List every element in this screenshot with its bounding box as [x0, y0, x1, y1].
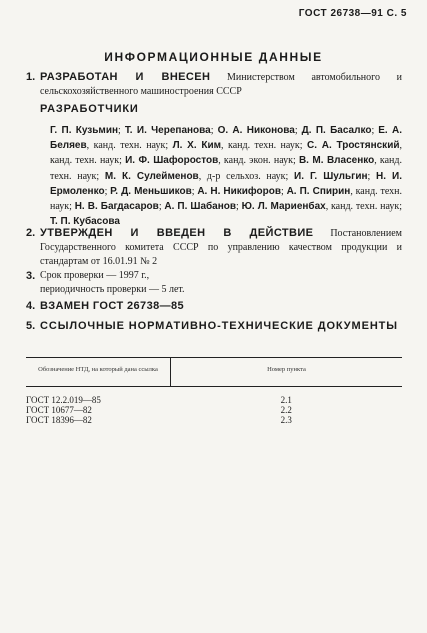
section-2 — [26, 226, 402, 269]
developer-title: , канд. техн. наук; — [50, 155, 402, 182]
developer-name: Р. Д. Меньшиков — [110, 185, 192, 197]
section-3 — [26, 269, 402, 297]
developer-name: И. Ф. Шафоростов — [125, 155, 219, 167]
cell-item: 2.1 — [280, 395, 292, 405]
section-3-line-1: Срок проверки — 1997 г., — [40, 270, 150, 281]
developer-title: ; — [294, 125, 302, 136]
section-2-number: 2. — [26, 227, 36, 239]
section-5-number: 5. — [26, 320, 36, 332]
table-row — [26, 405, 402, 415]
cell-item: 2.2 — [280, 405, 292, 415]
table-header-row — [26, 358, 402, 387]
section-2-heading: УТВЕРЖДЕН И ВВЕДЕН В ДЕЙСТВИЕ — [40, 227, 314, 239]
section-4-heading: ВЗАМЕН ГОСТ 26738—85 — [40, 300, 185, 312]
developer-name: В. М. Власенко — [298, 155, 375, 167]
section-3-number: 3. — [26, 270, 36, 282]
developer-name: Т. П. Кубасова — [50, 216, 120, 228]
section-1-text: Министерством автомобильного и сельскохозяйственного машиностроения СССР — [40, 72, 402, 97]
developer-title: ; — [281, 185, 287, 197]
developer-title: ; — [371, 125, 379, 136]
section-3-line-2: периодичность проверки — 5 лет. — [40, 284, 185, 295]
column-header-document: Обозначение НТД, на который дана ссылка — [26, 358, 171, 387]
developer-title: ; — [191, 185, 198, 197]
section-4 — [26, 299, 402, 314]
section-4-body — [40, 299, 402, 314]
developer-title: , канд. техн. наук; — [50, 185, 402, 213]
developer-name: Н. В. Багдасаров — [74, 201, 159, 213]
developer-title: ; — [104, 185, 111, 197]
developer-name: О. А. Никонова — [217, 125, 295, 136]
developer-title: , д-р сельхоз. наук; — [198, 170, 295, 182]
developer-title: ; — [158, 201, 165, 213]
cell-document: ГОСТ 12.2.019—85 — [26, 395, 101, 405]
developers-list — [50, 123, 402, 229]
developer-name: Л. Х. Ким — [172, 140, 222, 152]
developer-name: С. А. Тростянский — [306, 140, 400, 152]
developer-name: Н. И. Ермоленко — [50, 170, 402, 197]
developer-title: ; — [367, 170, 377, 182]
section-1 — [26, 70, 402, 99]
developer-name: Т. И. Черепанова — [124, 125, 211, 136]
cell-document: ГОСТ 10677—82 — [26, 405, 92, 415]
section-5-heading: ССЫЛОЧНЫЕ НОРМАТИВНО-ТЕХНИЧЕСКИЕ ДОКУМЕНТЫ — [40, 320, 398, 332]
developer-name: И. Г. Шульгин — [294, 170, 368, 182]
developer-name: А. П. Спирин — [286, 185, 351, 197]
developer-title: , канд. техн. наук; — [221, 140, 307, 152]
table-row — [26, 415, 402, 425]
developer-name: Ю. Л. Мариенбах — [241, 201, 326, 213]
section-4-number: 4. — [26, 300, 36, 312]
developers-heading: РАЗРАБОТЧИКИ — [40, 103, 139, 115]
developer-name: Е. А. Беляев — [50, 125, 403, 152]
section-1-body — [40, 70, 402, 99]
section-2-body — [40, 226, 402, 269]
table-row — [26, 387, 402, 406]
developer-title: , канд. техн. наук; — [325, 201, 403, 213]
column-header-item: Номер пункта — [171, 358, 403, 387]
developer-title: ; — [236, 201, 242, 213]
cell-document: ГОСТ 18396—82 — [26, 415, 92, 425]
developer-title: , канд. техн. наук; — [86, 140, 173, 152]
cell-item: 2.3 — [280, 415, 292, 425]
section-1-number: 1. — [26, 71, 36, 83]
developer-title: , канд. техн. наук; — [50, 140, 402, 167]
developer-name: Д. П. Басалко — [301, 125, 372, 136]
section-3-body — [40, 269, 402, 297]
developer-name: Г. П. Кузьмин — [50, 125, 119, 136]
developer-name: А. П. Шабанов — [164, 201, 237, 213]
section-2-text: Постановлением Государственного комитета СССР по управлению качеством продукции и стандартам от 16.01.91 № 2 — [40, 228, 402, 267]
section-1-heading: РАЗРАБОТАН И ВНЕСЕН — [40, 71, 211, 83]
page-title: ИНФОРМАЦИОННЫЕ ДАННЫЕ — [104, 50, 323, 64]
developer-title: , канд. экон. наук; — [218, 155, 299, 167]
developer-title: ; — [210, 125, 218, 136]
page-header: ГОСТ 26738—91 С. 5 — [298, 8, 407, 19]
section-5 — [26, 318, 402, 335]
developer-name: М. К. Сулейменов — [104, 170, 199, 182]
section-5-body — [40, 318, 402, 335]
developer-title: ; — [118, 125, 125, 136]
references-table — [26, 357, 402, 425]
developer-name: А. Н. Никифоров — [197, 185, 282, 197]
